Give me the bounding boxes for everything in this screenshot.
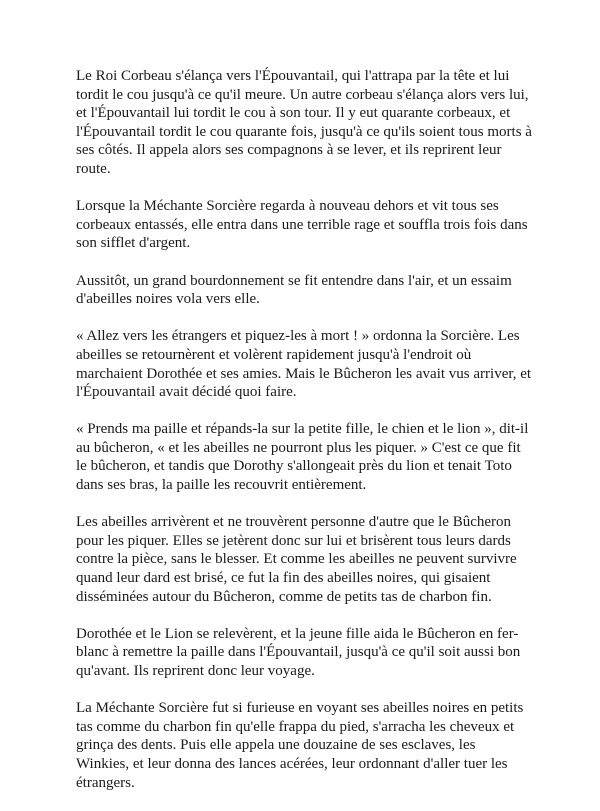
paragraph: Lorsque la Méchante Sorcière regarda à nouveau dehors et vit tous ses corbeaux entassés, elle entra dans une terrible rage et souffla trois fois dans son sifflet d'argent.: [76, 198, 528, 252]
document-body: [76, 67, 532, 811]
paragraph: Le Roi Corbeau s'élança vers l'Épouvantail, qui l'attrapa par la tête et lui tordit le cou jusqu'à ce qu'il meure. Un autre corbeau s'élança alors vers lui, et l'Épouvantail lui tordit le cou à son tour. Il y eut quarante corbeaux, et l'Épouvantail tordit le cou quarante fois, jusqu'à ce qu'ils soient tous morts à ses côtés. Il appela alors ses compagnons à se lever, et ils reprirent leur route.: [76, 68, 532, 177]
paragraph: La Méchante Sorcière fut si furieuse en voyant ses abeilles noires en petits tas comme du charbon fin qu'elle frappa du pied, s'arracha les cheveux et grinça des dents. Puis elle appela une douzaine de ses esclaves, les Winkies, et leur donna des lances acérées, leur ordonnant d'aller tuer les étrangers.: [76, 700, 524, 791]
paragraph: Dorothée et le Lion se relevèrent, et la jeune fille aida le Bûcheron en fer-blanc à remettre la paille dans l'Épouvantail, jusqu'à ce qu'il soit aussi bon qu'avant. Ils reprirent donc leur voyage.: [76, 625, 521, 679]
paragraph: Les abeilles arrivèrent et ne trouvèrent personne d'autre que le Bûcheron pour les piquer. Elles se jetèrent donc sur lui et brisèrent tous leurs dards contre la pièce, sans le blesser. Et comme les abeilles ne peuvent survivre quand leur dard est brisé, ce fut la fin des abeilles noires, qui gisaient disséminées autour du Bûcheron, comme de petits tas de charbon fin.: [76, 514, 517, 605]
paragraph: « Allez vers les étrangers et piquez-les à mort ! » ordonna la Sorcière. Les abeilles se retournèrent et volèrent rapidement jusqu'à l'endroit où marchaient Dorothée et ses amies. Mais le Bûcheron les avait vus arriver, et l'Épouvantail avait décidé quoi faire.: [76, 328, 532, 401]
paragraph: Aussitôt, un grand bourdonnement se fit entendre dans l'air, et un essaim d'abeilles noires vola vers elle.: [76, 272, 512, 308]
paragraph: « Prends ma paille et répands-la sur la petite fille, le chien et le lion », dit-il au bûcheron, « et les abeilles ne pourront plus les piquer. » C'est ce que fit le bûcheron, et tandis que Dorothy s'allongeait près du lion et tenait Toto dans ses bras, la paille les recouvrit entièrement.: [76, 421, 529, 494]
